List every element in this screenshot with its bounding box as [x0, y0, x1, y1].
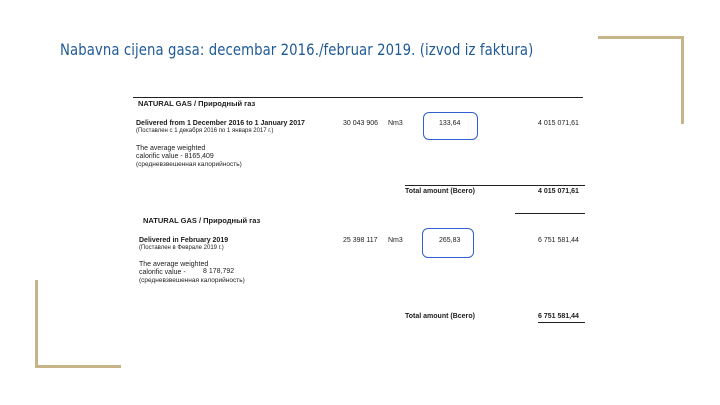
total1-rule	[405, 185, 585, 186]
invoice-scan	[133, 95, 593, 325]
invoice2-delivered-ru: (Поставлен в Феврале 2019 г.)	[139, 245, 224, 251]
slide-title: Nabavna cijena gasa: decembar 2016./februar 2019. (izvod iz faktura)	[60, 40, 534, 59]
invoice2-unit: Nm3	[388, 237, 403, 244]
highlight-oval-price1	[423, 112, 478, 140]
invoice1-delivered-ru: (Поставлен с 1 декабря 2016 по 1 января 2017 г.)	[136, 128, 274, 134]
invoice2-avg-line1: The average weighted	[139, 261, 209, 268]
invoice2-avg-value: 8 178,792	[203, 268, 235, 275]
invoice1-total-value: 4 015 071,61	[538, 188, 579, 195]
invoice1-unit: Nm3	[388, 120, 403, 127]
invoice2-amount: 6 751 581,44	[538, 237, 579, 244]
invoice1-price: 133,64	[439, 120, 461, 127]
invoice1-quantity: 30 043 906	[343, 120, 379, 127]
invoice1-total-label: Total amount (Всего)	[405, 188, 475, 195]
decorative-frame-top-right	[598, 36, 684, 124]
invoice2-price: 265,83	[439, 237, 461, 244]
invoice1-avg-line3: (средневзвешенная калорийность)	[136, 161, 242, 168]
separator-middle	[515, 213, 585, 214]
invoice1-avg-line1: The average weighted	[136, 145, 206, 152]
invoice2-quantity: 25 398 117	[343, 237, 378, 244]
invoice2-total-label: Total amount (Всего)	[405, 313, 475, 320]
separator-top	[133, 97, 583, 98]
invoice2-avg-line3: (средневзвешенная калорийность)	[139, 277, 245, 284]
decorative-frame-bottom-left	[35, 280, 121, 368]
highlight-oval-price2	[422, 228, 474, 258]
invoice2-delivered-en: Delivered in February 2019	[139, 237, 229, 244]
invoice1-header: NATURAL GAS / Природный газ	[138, 99, 256, 108]
invoice2-avg-line2: calorific value -	[139, 269, 186, 276]
invoice2-total-value: 6 751 581,44	[538, 313, 579, 320]
invoice1-delivered-en: Delivered from 1 December 2016 to 1 January 2017	[136, 120, 305, 127]
invoice2-header: NATURAL GAS / Природный газ	[143, 216, 261, 225]
total2-underline	[538, 322, 585, 323]
invoice1-amount: 4 015 071,61	[538, 120, 579, 127]
invoice1-avg-line2: calorific value - 8165,409	[136, 153, 214, 160]
